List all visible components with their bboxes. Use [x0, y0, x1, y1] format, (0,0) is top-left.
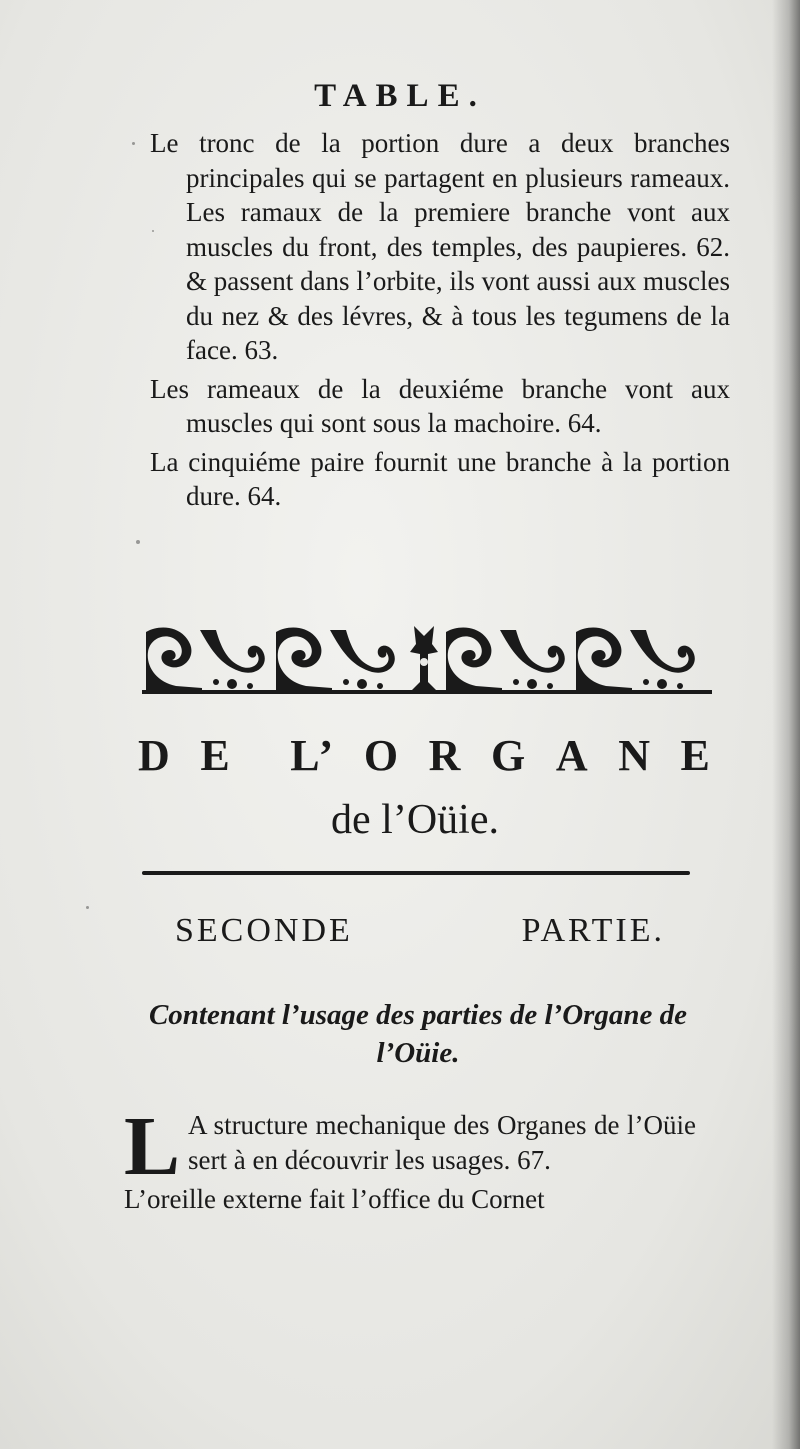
running-head: TABLE. [314, 78, 486, 114]
section-subtitle: de l’Oüie. [331, 797, 499, 843]
part-description: Contenant l’usage des parties de l’Organe de l’Oüie. [148, 999, 688, 1069]
section-title [138, 730, 713, 781]
toc-entry: Les rameaux de la deuxiéme branche vont aux muscles qui sont sous la machoire. 64. [150, 373, 730, 438]
title-letter: D [138, 731, 173, 780]
paper-speck [152, 230, 154, 232]
toc-entry: La cinquiéme paire fournit une branche à la portion dure. 64. [150, 446, 730, 511]
paragraph-text: A structure mechanique des Organes de l’Oüie sert à en découvrir les usages. 67. [188, 1110, 696, 1175]
page-gutter-shadow [772, 0, 800, 1449]
paper-speck [86, 906, 89, 909]
table-of-contents [150, 126, 730, 518]
part-title [175, 912, 665, 950]
horizontal-rule [142, 871, 690, 875]
title-letter: R [428, 731, 464, 780]
title-letter: E [200, 731, 233, 780]
paper-speck [136, 540, 140, 544]
part-title-word: SECONDE [175, 912, 353, 949]
paragraph [124, 1100, 696, 1193]
title-letter: O [363, 731, 402, 780]
title-letter: G [491, 731, 529, 780]
paragraph: L’oreille externe fait l’office du Cornet [124, 1184, 545, 1214]
title-letter: E [680, 731, 713, 780]
title-letter: A [555, 731, 591, 780]
toc-entry: Le tronc de la portion dure a deux branches principales qui se partagent en plusieurs rameaux. Les ramaux de la premiere branche vont aux muscles du front, des temples, des paupieres. 62. & passent dans l’orbite, ils vont aussi aux muscles du nez & des lévres, & à tous les tegumens de la face. 63. [150, 128, 730, 365]
title-letter: N [618, 731, 653, 780]
body-text [124, 1100, 696, 1217]
part-title-word: PARTIE. [521, 912, 665, 949]
paper-speck [132, 142, 135, 145]
ornamental-headpiece-icon [142, 622, 712, 696]
title-letter: L’ [290, 731, 337, 780]
drop-cap: L [124, 1100, 181, 1193]
